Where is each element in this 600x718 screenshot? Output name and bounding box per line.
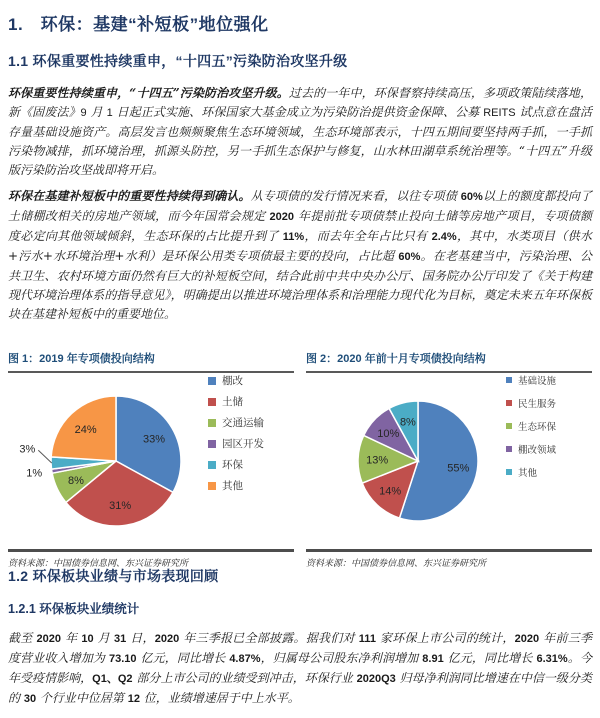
text-segment: 111 bbox=[358, 633, 376, 645]
pie-slice-label: 1% bbox=[26, 467, 43, 480]
legend-label: 棚改领域 bbox=[518, 445, 557, 456]
text-segment: 过去的一年中，环保督察持续高压，多项政策陆续落地，新《固废法》 bbox=[8, 86, 592, 119]
paragraph-3 bbox=[8, 629, 592, 709]
figure-2-source: 资料来源：中国债券信息网、东兴证券研究所 bbox=[306, 549, 592, 569]
legend-2019 bbox=[208, 373, 264, 549]
text-segment: 部分上市公司的业绩受到冲击，环保行业 bbox=[132, 671, 357, 685]
text-segment: 环保重要性持续重申，“十四五”污染防治攻坚升级。 bbox=[8, 86, 289, 100]
legend-2020 bbox=[506, 373, 556, 549]
legend-label: 环保 bbox=[222, 459, 243, 471]
pie-slice-label: 13% bbox=[366, 454, 389, 467]
text-segment: 12 bbox=[127, 693, 140, 705]
legend-label: 民生服务 bbox=[518, 399, 557, 410]
text-segment: 8.91 bbox=[422, 653, 444, 665]
text-segment: Q1、Q2 bbox=[92, 673, 133, 685]
text-segment: 归母净利润同比增速在中信一级分类的 bbox=[8, 671, 592, 705]
legend-label: 基础设施 bbox=[518, 376, 557, 387]
figure-2-caption: 图 2：2020 年前十月专项债投向结构 bbox=[306, 348, 592, 373]
pie-slice-label: 10% bbox=[377, 428, 400, 441]
text-segment: 年提前批专项债禁止投向土储等房地产项目，专项债额度必定向其他领域倾斜，生态环保的占比提升到了 bbox=[8, 209, 592, 243]
text-segment: 60% bbox=[460, 191, 483, 203]
text-segment: 位，业绩增速居于中上水平。 bbox=[139, 691, 300, 705]
text-segment: 10 bbox=[81, 633, 94, 645]
pie-slice-label: 8% bbox=[68, 474, 84, 487]
section-1-2-1-heading: 1.2.1 环保板块业绩统计 bbox=[8, 602, 140, 616]
text-segment: 环保在基建补短板中的重要性持续得到确认。 bbox=[8, 189, 251, 203]
legend-swatch-icon bbox=[506, 423, 512, 429]
text-segment: 亿元，同比增长 bbox=[136, 651, 230, 665]
pie-slice-label: 14% bbox=[379, 485, 402, 498]
legend-label: 生态环保 bbox=[518, 422, 557, 433]
pie-slice-label: 55% bbox=[447, 462, 470, 475]
legend-item bbox=[208, 373, 264, 388]
text-segment: 年前三季度营业收入增加为 bbox=[8, 631, 592, 665]
legend-swatch-icon bbox=[506, 377, 512, 383]
text-segment: 年三季报已全部披露。据我们对 bbox=[179, 631, 359, 645]
figure-1-caption: 图 1：2019 年专项债投向结构 bbox=[8, 348, 294, 373]
paragraph-2 bbox=[8, 187, 592, 324]
page-title: 1. 环保：基建“补短板”地位强化 bbox=[8, 15, 269, 34]
text-segment: 。在老基建当中，污染治理、公共卫生、农村环境方面仍然有巨大的补短板空间，结合此前中共中央办公厅、国务院办公厅印发了《关于构建现代环境治理体系的指导意见》，明确提出以推进环境治理体系和治理能力现代化为目标，奠定未来五年环保板块在基建补短板中的重要地位。 bbox=[8, 249, 592, 321]
legend-swatch-icon bbox=[506, 469, 512, 475]
text-segment: 亿元，同比增长 bbox=[443, 651, 537, 665]
text-segment: 4.87% bbox=[229, 653, 261, 665]
text-segment: 2020 bbox=[514, 633, 540, 645]
legend-item bbox=[506, 396, 556, 410]
text-segment: 11% bbox=[282, 231, 305, 243]
legend-item bbox=[506, 419, 556, 433]
text-segment: 日起正式实施、环保国家大基金成立为污染防治提供资金保障、公募 bbox=[112, 105, 484, 119]
section-1-2-heading: 1.2 环保板块业绩与市场表现回顾 bbox=[8, 568, 219, 584]
legend-swatch-icon bbox=[208, 440, 216, 448]
legend-item bbox=[208, 415, 264, 430]
legend-label: 棚改 bbox=[222, 375, 243, 387]
text-segment: 31 bbox=[114, 633, 127, 645]
legend-item bbox=[208, 394, 264, 409]
text-segment: ，而去年全年占比只有 bbox=[304, 229, 432, 243]
legend-swatch-icon bbox=[506, 446, 512, 452]
pie-slice-label: 8% bbox=[399, 416, 416, 429]
legend-item bbox=[208, 478, 264, 493]
section-1-1-heading: 1.1 环保重要性持续重申，“十四五”污染防治攻坚升级 bbox=[8, 53, 348, 69]
pie-slice-label: 3% bbox=[19, 443, 36, 456]
legend-swatch-icon bbox=[208, 482, 216, 490]
text-segment: 试点意在盘活存量基础设施资产。高层发言也频频聚焦生态环境领域，生态环境部表示，十四五期间要坚持两手抓，一手抓污染物减排，抓环境治理，抓源头防控，另一手抓生态保护与修复，山水林田湖草系统治理等。“十四五”升级版污染防治攻坚战即将开启。 bbox=[8, 105, 592, 177]
legend-swatch-icon bbox=[208, 377, 216, 385]
legend-swatch-icon bbox=[506, 400, 512, 406]
label-leader-line bbox=[38, 450, 51, 463]
figure-2-body bbox=[306, 373, 592, 549]
text-segment: ，归属母公司股东净利润增加 bbox=[260, 651, 423, 665]
text-segment: 1 bbox=[106, 107, 113, 119]
legend-item bbox=[208, 436, 264, 451]
text-segment: 9 bbox=[80, 107, 87, 119]
text-segment: 年 bbox=[61, 631, 82, 645]
pie-chart-2019-special-bonds bbox=[8, 373, 208, 549]
text-segment: 2.4% bbox=[431, 231, 457, 243]
figure-2 bbox=[306, 348, 592, 569]
pie-slice-label: 24% bbox=[74, 423, 97, 436]
figure-1-body bbox=[8, 373, 294, 549]
text-segment: 家环保上市公司的统计， bbox=[375, 631, 515, 645]
text-segment: 月 bbox=[86, 105, 107, 119]
legend-swatch-icon bbox=[208, 398, 216, 406]
legend-swatch-icon bbox=[208, 461, 216, 469]
text-segment: 从专项债的发行情况来看，以往专项债 bbox=[250, 189, 461, 203]
legend-label: 园区开发 bbox=[222, 438, 264, 450]
text-segment: 2020 bbox=[36, 633, 62, 645]
text-segment: 以上的额度都投向了土储棚改相关的房地产领域，而今年国常会规定 bbox=[8, 189, 592, 223]
text-segment: REITS bbox=[483, 107, 516, 119]
figures-row bbox=[8, 348, 592, 569]
text-segment: 截至 bbox=[8, 631, 37, 645]
pie-chart-2020-special-bonds bbox=[306, 373, 506, 549]
text-segment: 73.10 bbox=[108, 653, 137, 665]
text-segment: 2020 bbox=[269, 211, 294, 223]
pie-slice-label: 31% bbox=[109, 500, 132, 512]
text-segment: 2020Q3 bbox=[356, 673, 396, 685]
legend-label: 其他 bbox=[518, 468, 538, 479]
paragraph-1 bbox=[8, 84, 592, 180]
text-segment: 6.31% bbox=[536, 653, 568, 665]
text-segment: 个行业中位居第 bbox=[36, 691, 128, 705]
text-segment: 。今年受疫情影响， bbox=[8, 651, 592, 685]
text-segment: 月 bbox=[93, 631, 114, 645]
text-segment: 30 bbox=[23, 693, 37, 705]
text-segment: 2020 bbox=[154, 633, 180, 645]
legend-item bbox=[208, 457, 264, 472]
legend-label: 交通运输 bbox=[222, 417, 264, 429]
text-segment: ，其中，水类项目（供水+污水+水环境治理+水利）是环保公用类专项债最主要的投向，占比超 bbox=[8, 229, 592, 263]
figure-1 bbox=[8, 348, 294, 569]
text-segment: 60% bbox=[398, 251, 421, 263]
legend-item bbox=[506, 373, 556, 387]
legend-item bbox=[506, 465, 556, 479]
figure-1-source: 资料来源：中国债券信息网、东兴证券研究所 bbox=[8, 549, 294, 569]
text-segment: 日， bbox=[126, 631, 155, 645]
legend-label: 土储 bbox=[222, 396, 243, 408]
legend-label: 其他 bbox=[222, 480, 243, 492]
legend-swatch-icon bbox=[208, 419, 216, 427]
pie-slice-label: 33% bbox=[142, 433, 166, 446]
legend-item bbox=[506, 442, 556, 456]
